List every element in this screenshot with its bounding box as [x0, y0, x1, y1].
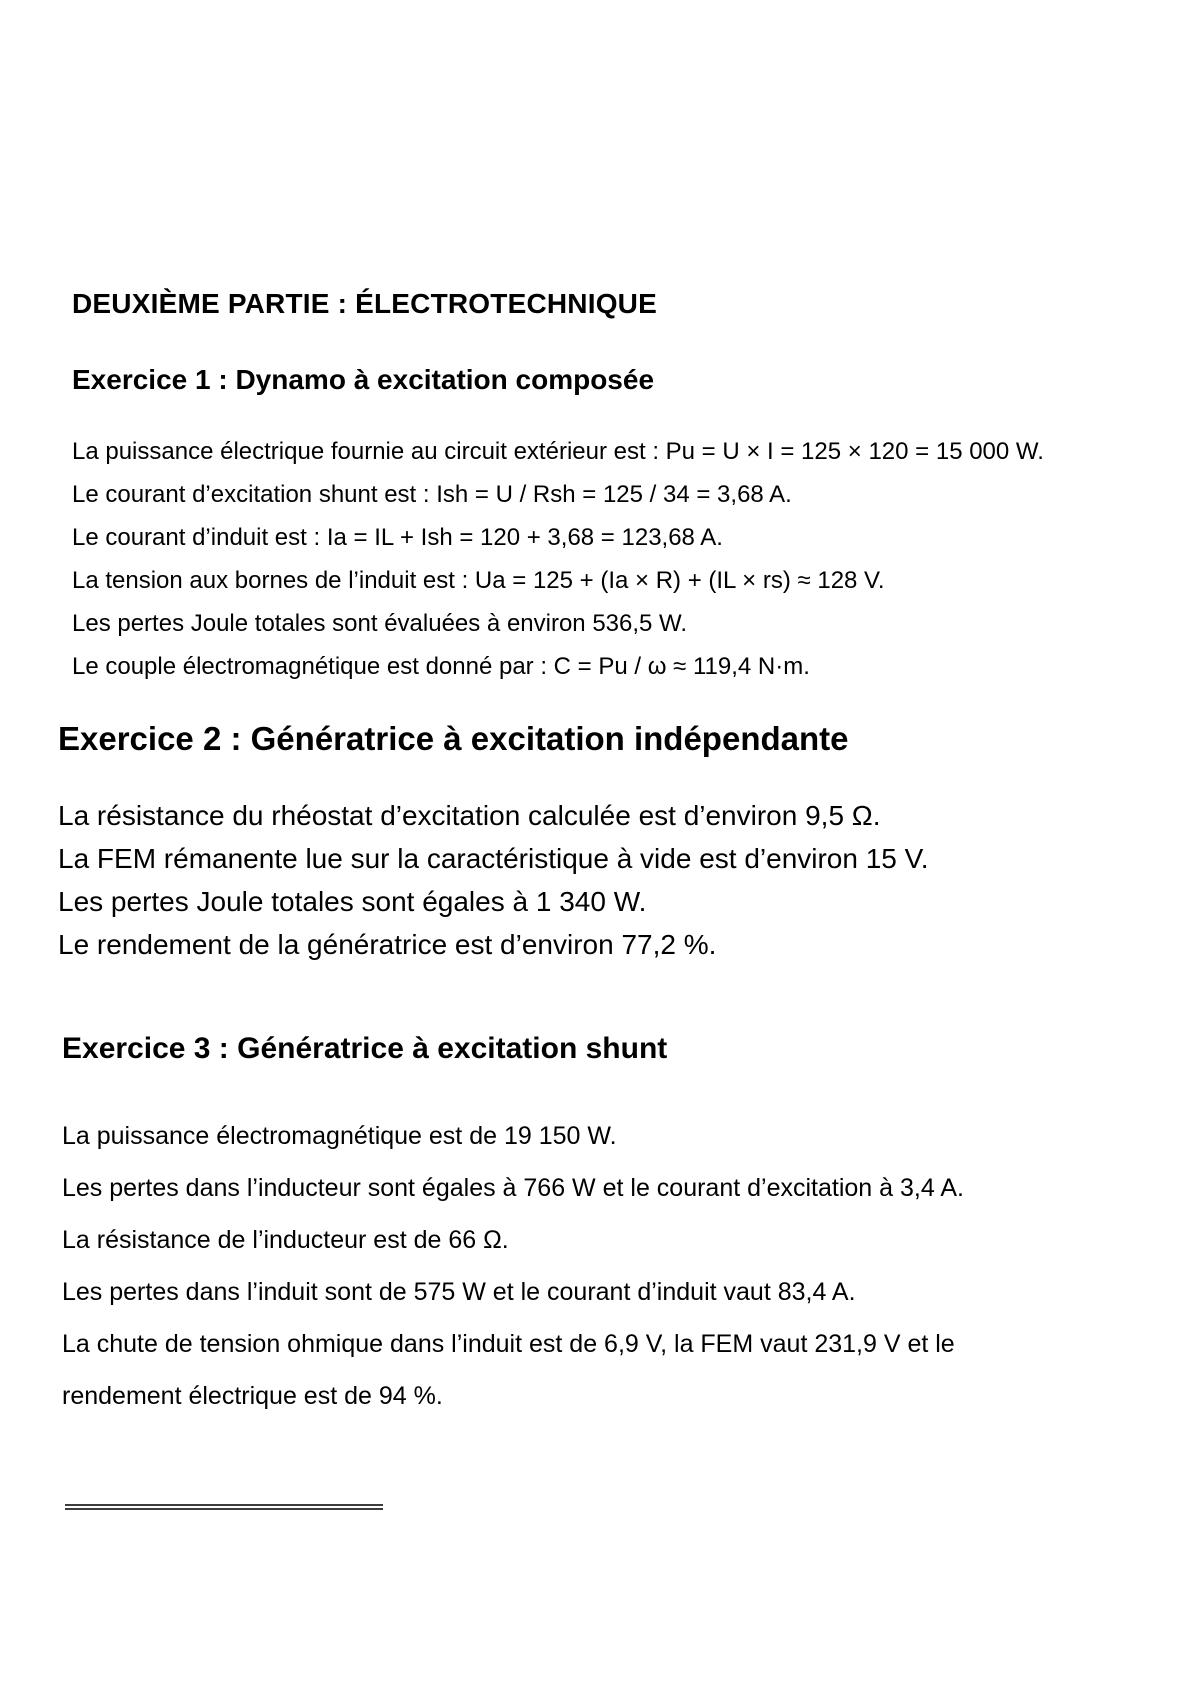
page-title: DEUXIÈME PARTIE : ÉLECTROTECHNIQUE	[72, 288, 657, 319]
paragraph-line: La FEM rémanente lue sur la caractéristique à vide est d’environ 15 V.	[58, 843, 929, 874]
exercice-3-body	[62, 1110, 1062, 1422]
paragraph-line: La puissance électrique fournie au circuit extérieur est : Pu = U × I = 125 × 120 = 15 000 W.	[72, 438, 1044, 465]
exercice-3-heading: Exercice 3 : Génératrice à excitation shunt	[62, 1032, 668, 1065]
paragraph-line: Les pertes Joule totales sont égales à 1 340 W.	[58, 886, 647, 917]
paragraph-line: Le courant d’induit est : Ia = IL + Ish = 120 + 3,68 = 123,68 A.	[72, 524, 723, 551]
section-exercice-1	[68, 364, 1131, 688]
paragraph-line: Les pertes dans l’induit sont de 575 W et le courant d’induit vaut 83,4 A.	[62, 1278, 856, 1306]
paragraph-line: Le couple électromagnétique est donné par : C = Pu / ω ≈ 119,4 N·m.	[72, 653, 810, 680]
paragraph-line: Le rendement de la génératrice est d’environ 77,2 %.	[58, 929, 717, 960]
paragraph-line: La résistance du rhéostat d’excitation calculée est d’environ 9,5 Ω.	[58, 800, 881, 831]
exercice-1-heading: Exercice 1 : Dynamo à excitation composée	[72, 364, 655, 395]
paragraph-line: La résistance de l’inducteur est de 66 Ω.	[62, 1226, 509, 1254]
paragraph-line: Les pertes Joule totales sont évaluées à environ 536,5 W.	[72, 610, 688, 637]
section-exercice-2	[58, 720, 1131, 966]
exercice-2-body	[58, 794, 1131, 966]
paragraph-line: Les pertes dans l’inducteur sont égales à 766 W et le courant d’excitation à 3,4 A.	[62, 1174, 964, 1202]
paragraph-line: Le courant d’excitation shunt est : Ish = U / Rsh = 125 / 34 = 3,68 A.	[72, 481, 792, 508]
paragraph-line: La puissance électromagnétique est de 19 150 W.	[62, 1122, 617, 1150]
exercice-1-body	[68, 430, 1131, 688]
section-exercice-3	[62, 1032, 1131, 1422]
footnote-separator	[65, 1504, 383, 1510]
exercice-2-heading: Exercice 2 : Génératrice à excitation indépendante	[58, 720, 849, 757]
paragraph-line: La chute de tension ohmique dans l’induit est de 6,9 V, la FEM vaut 231,9 V et le rendement électrique est de 94 %.	[62, 1330, 955, 1410]
paragraph-line: La tension aux bornes de l’induit est : Ua = 125 + (Ia × R) + (IL × rs) ≈ 128 V.	[72, 567, 885, 594]
